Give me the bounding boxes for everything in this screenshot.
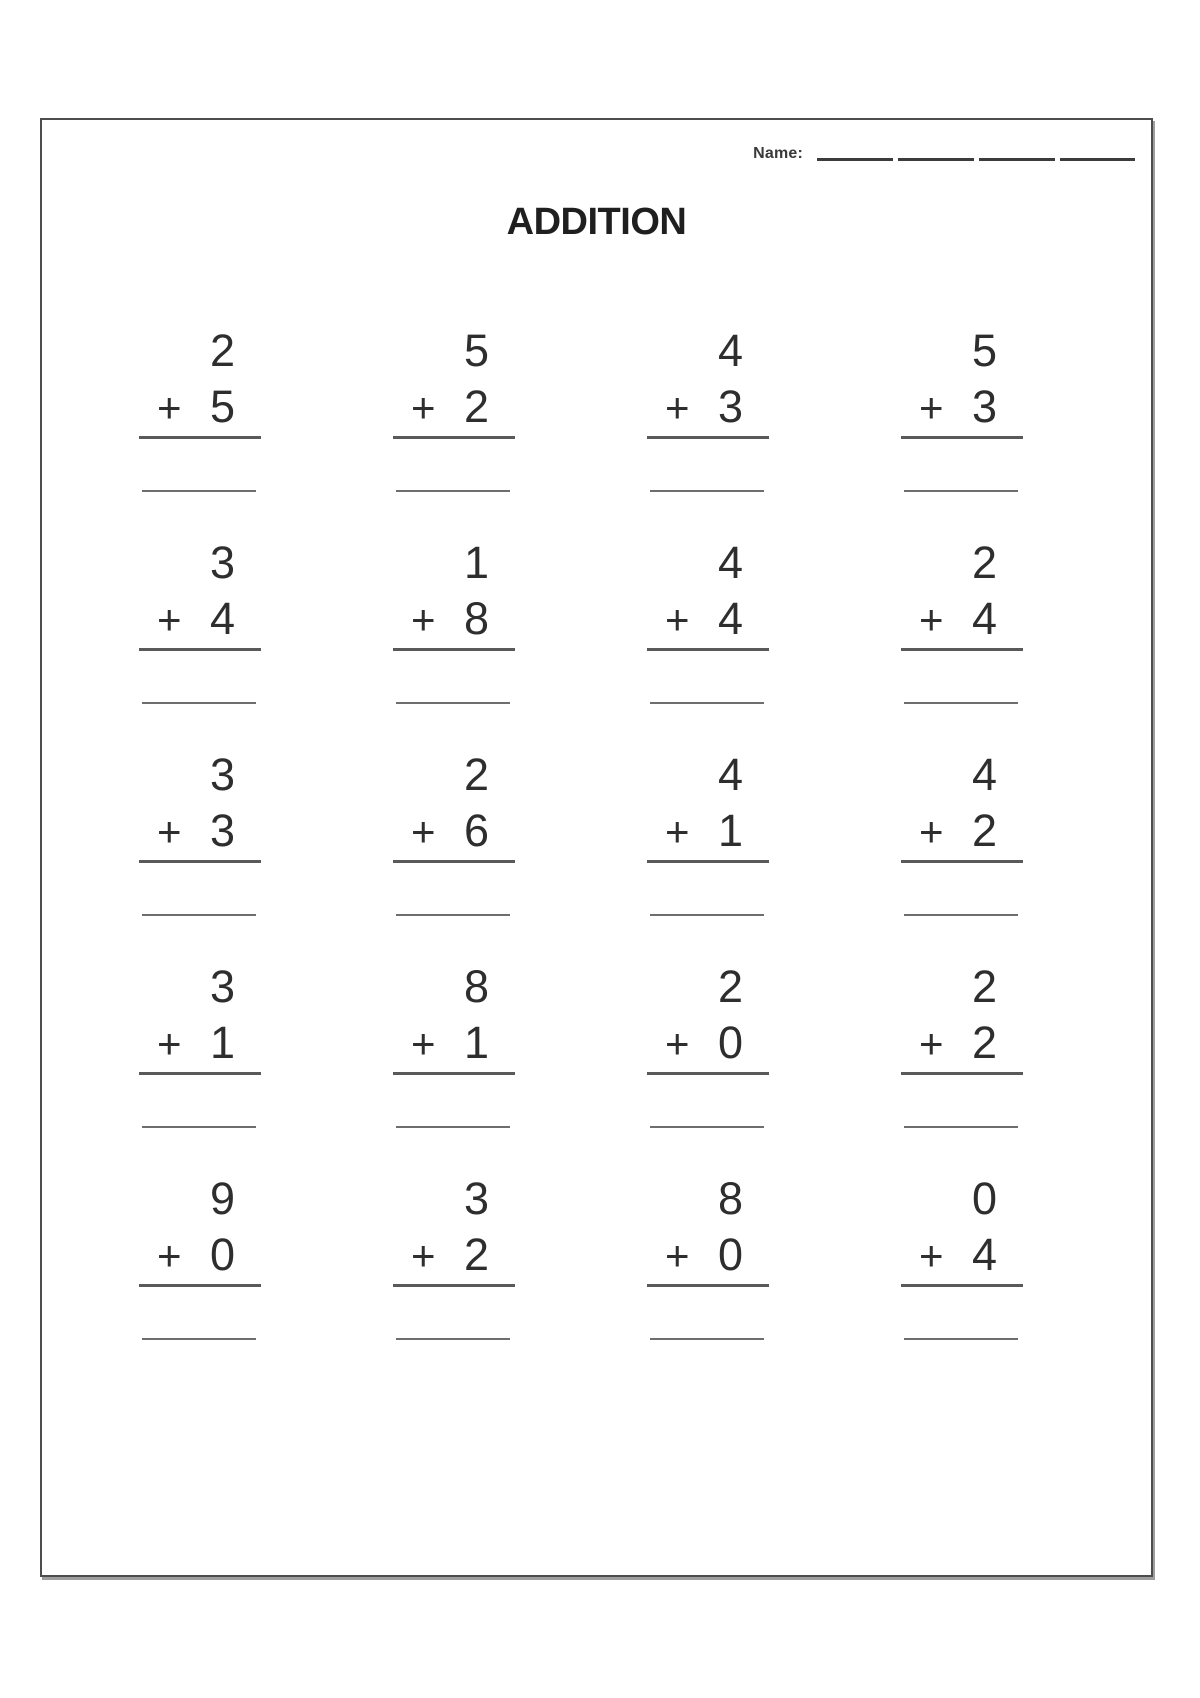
plus-operator: + — [157, 808, 182, 855]
plus-operator: + — [919, 1232, 944, 1279]
plus-operator: + — [919, 596, 944, 643]
bottom-addend: 0 — [209, 1229, 235, 1280]
answer-blank-line[interactable] — [396, 490, 510, 492]
bottom-addend: 4 — [971, 1229, 997, 1280]
plus-row — [139, 1014, 261, 1072]
bottom-addend: 1 — [717, 805, 743, 856]
worksheet-page — [40, 118, 1153, 1577]
plus-operator: + — [665, 384, 690, 431]
top-addend: 2 — [717, 961, 743, 1012]
plus-row — [901, 590, 1023, 648]
plus-row — [647, 590, 769, 648]
bottom-addend: 2 — [971, 1017, 997, 1068]
top-addend: 2 — [971, 961, 997, 1012]
plus-operator: + — [411, 596, 436, 643]
name-row — [753, 144, 1135, 164]
plus-operator: + — [919, 808, 944, 855]
plus-row — [393, 590, 515, 648]
addition-problem-r2c1 — [139, 522, 261, 748]
plus-row — [647, 378, 769, 436]
addition-problem-r1c1 — [139, 310, 261, 536]
plus-operator: + — [411, 1020, 436, 1067]
answer-blank-line[interactable] — [142, 1126, 256, 1128]
addition-problem-r5c1 — [139, 1158, 261, 1384]
name-label: Name: — [753, 145, 803, 162]
top-addend: 2 — [463, 749, 489, 800]
top-addend: 4 — [717, 537, 743, 588]
bottom-addend: 3 — [717, 381, 743, 432]
plus-operator: + — [665, 596, 690, 643]
plus-operator: + — [919, 384, 944, 431]
plus-row — [139, 802, 261, 860]
top-addend: 3 — [209, 537, 235, 588]
top-addend: 3 — [463, 1173, 489, 1224]
addition-problem-r1c4 — [901, 310, 1023, 536]
plus-operator: + — [665, 808, 690, 855]
plus-row — [901, 1014, 1023, 1072]
plus-operator: + — [411, 384, 436, 431]
top-addend: 5 — [971, 325, 997, 376]
answer-blank-line[interactable] — [650, 914, 764, 916]
bottom-addend: 2 — [463, 1229, 489, 1280]
answer-blank-line[interactable] — [650, 490, 764, 492]
answer-blank-line[interactable] — [396, 702, 510, 704]
name-fill-in-line[interactable] — [817, 158, 1135, 161]
addition-problem-r2c2 — [393, 522, 515, 748]
top-addend: 8 — [463, 961, 489, 1012]
bottom-addend: 5 — [209, 381, 235, 432]
bottom-addend: 3 — [971, 381, 997, 432]
bottom-addend: 4 — [209, 593, 235, 644]
top-addend: 3 — [209, 961, 235, 1012]
bottom-addend: 3 — [209, 805, 235, 856]
plus-operator: + — [157, 1020, 182, 1067]
answer-blank-line[interactable] — [904, 1338, 1018, 1340]
addition-problem-r4c3 — [647, 946, 769, 1172]
plus-row — [647, 802, 769, 860]
plus-operator: + — [411, 808, 436, 855]
plus-operator: + — [411, 1232, 436, 1279]
plus-row — [393, 378, 515, 436]
addition-problem-r2c3 — [647, 522, 769, 748]
bottom-addend: 0 — [717, 1229, 743, 1280]
answer-blank-line[interactable] — [142, 490, 256, 492]
plus-row — [139, 590, 261, 648]
top-addend: 0 — [971, 1173, 997, 1224]
top-addend: 9 — [209, 1173, 235, 1224]
addition-problem-r1c3 — [647, 310, 769, 536]
plus-row — [647, 1226, 769, 1284]
bottom-addend: 1 — [463, 1017, 489, 1068]
addition-problem-r4c1 — [139, 946, 261, 1172]
bottom-addend: 1 — [209, 1017, 235, 1068]
addition-problem-r3c2 — [393, 734, 515, 960]
addition-problem-r3c3 — [647, 734, 769, 960]
answer-blank-line[interactable] — [904, 702, 1018, 704]
plus-operator: + — [665, 1020, 690, 1067]
addition-problem-r5c2 — [393, 1158, 515, 1384]
addition-problem-r5c4 — [901, 1158, 1023, 1384]
answer-blank-line[interactable] — [396, 914, 510, 916]
answer-blank-line[interactable] — [142, 702, 256, 704]
bottom-addend: 4 — [717, 593, 743, 644]
top-addend: 4 — [971, 749, 997, 800]
plus-row — [393, 1014, 515, 1072]
addition-problem-r3c1 — [139, 734, 261, 960]
addition-problem-r1c2 — [393, 310, 515, 536]
plus-row — [139, 1226, 261, 1284]
plus-operator: + — [157, 1232, 182, 1279]
addition-problem-r5c3 — [647, 1158, 769, 1384]
plus-row — [139, 378, 261, 436]
answer-blank-line[interactable] — [904, 490, 1018, 492]
plus-row — [393, 1226, 515, 1284]
answer-blank-line[interactable] — [142, 914, 256, 916]
bottom-addend: 2 — [463, 381, 489, 432]
plus-operator: + — [919, 1020, 944, 1067]
answer-blank-line[interactable] — [904, 1126, 1018, 1128]
answer-blank-line[interactable] — [142, 1338, 256, 1340]
bottom-addend: 0 — [717, 1017, 743, 1068]
top-addend: 4 — [717, 325, 743, 376]
top-addend: 4 — [717, 749, 743, 800]
answer-blank-line[interactable] — [396, 1126, 510, 1128]
addition-problem-r4c4 — [901, 946, 1023, 1172]
answer-blank-line[interactable] — [650, 1126, 764, 1128]
answer-blank-line[interactable] — [904, 914, 1018, 916]
top-addend: 2 — [209, 325, 235, 376]
bottom-addend: 6 — [463, 805, 489, 856]
bottom-addend: 8 — [463, 593, 489, 644]
top-addend: 5 — [463, 325, 489, 376]
plus-row — [647, 1014, 769, 1072]
top-addend: 1 — [463, 537, 489, 588]
plus-row — [901, 1226, 1023, 1284]
plus-operator: + — [665, 1232, 690, 1279]
plus-row — [901, 802, 1023, 860]
addition-problem-r4c2 — [393, 946, 515, 1172]
top-addend: 8 — [717, 1173, 743, 1224]
addition-problem-r3c4 — [901, 734, 1023, 960]
plus-row — [901, 378, 1023, 436]
answer-blank-line[interactable] — [396, 1338, 510, 1340]
answer-blank-line[interactable] — [650, 702, 764, 704]
top-addend: 3 — [209, 749, 235, 800]
problems-grid — [139, 310, 1023, 1370]
page-title: ADDITION — [506, 201, 687, 243]
plus-operator: + — [157, 596, 182, 643]
plus-operator: + — [157, 384, 182, 431]
addition-problem-r2c4 — [901, 522, 1023, 748]
bottom-addend: 2 — [971, 805, 997, 856]
top-addend: 2 — [971, 537, 997, 588]
plus-row — [393, 802, 515, 860]
answer-blank-line[interactable] — [650, 1338, 764, 1340]
bottom-addend: 4 — [971, 593, 997, 644]
